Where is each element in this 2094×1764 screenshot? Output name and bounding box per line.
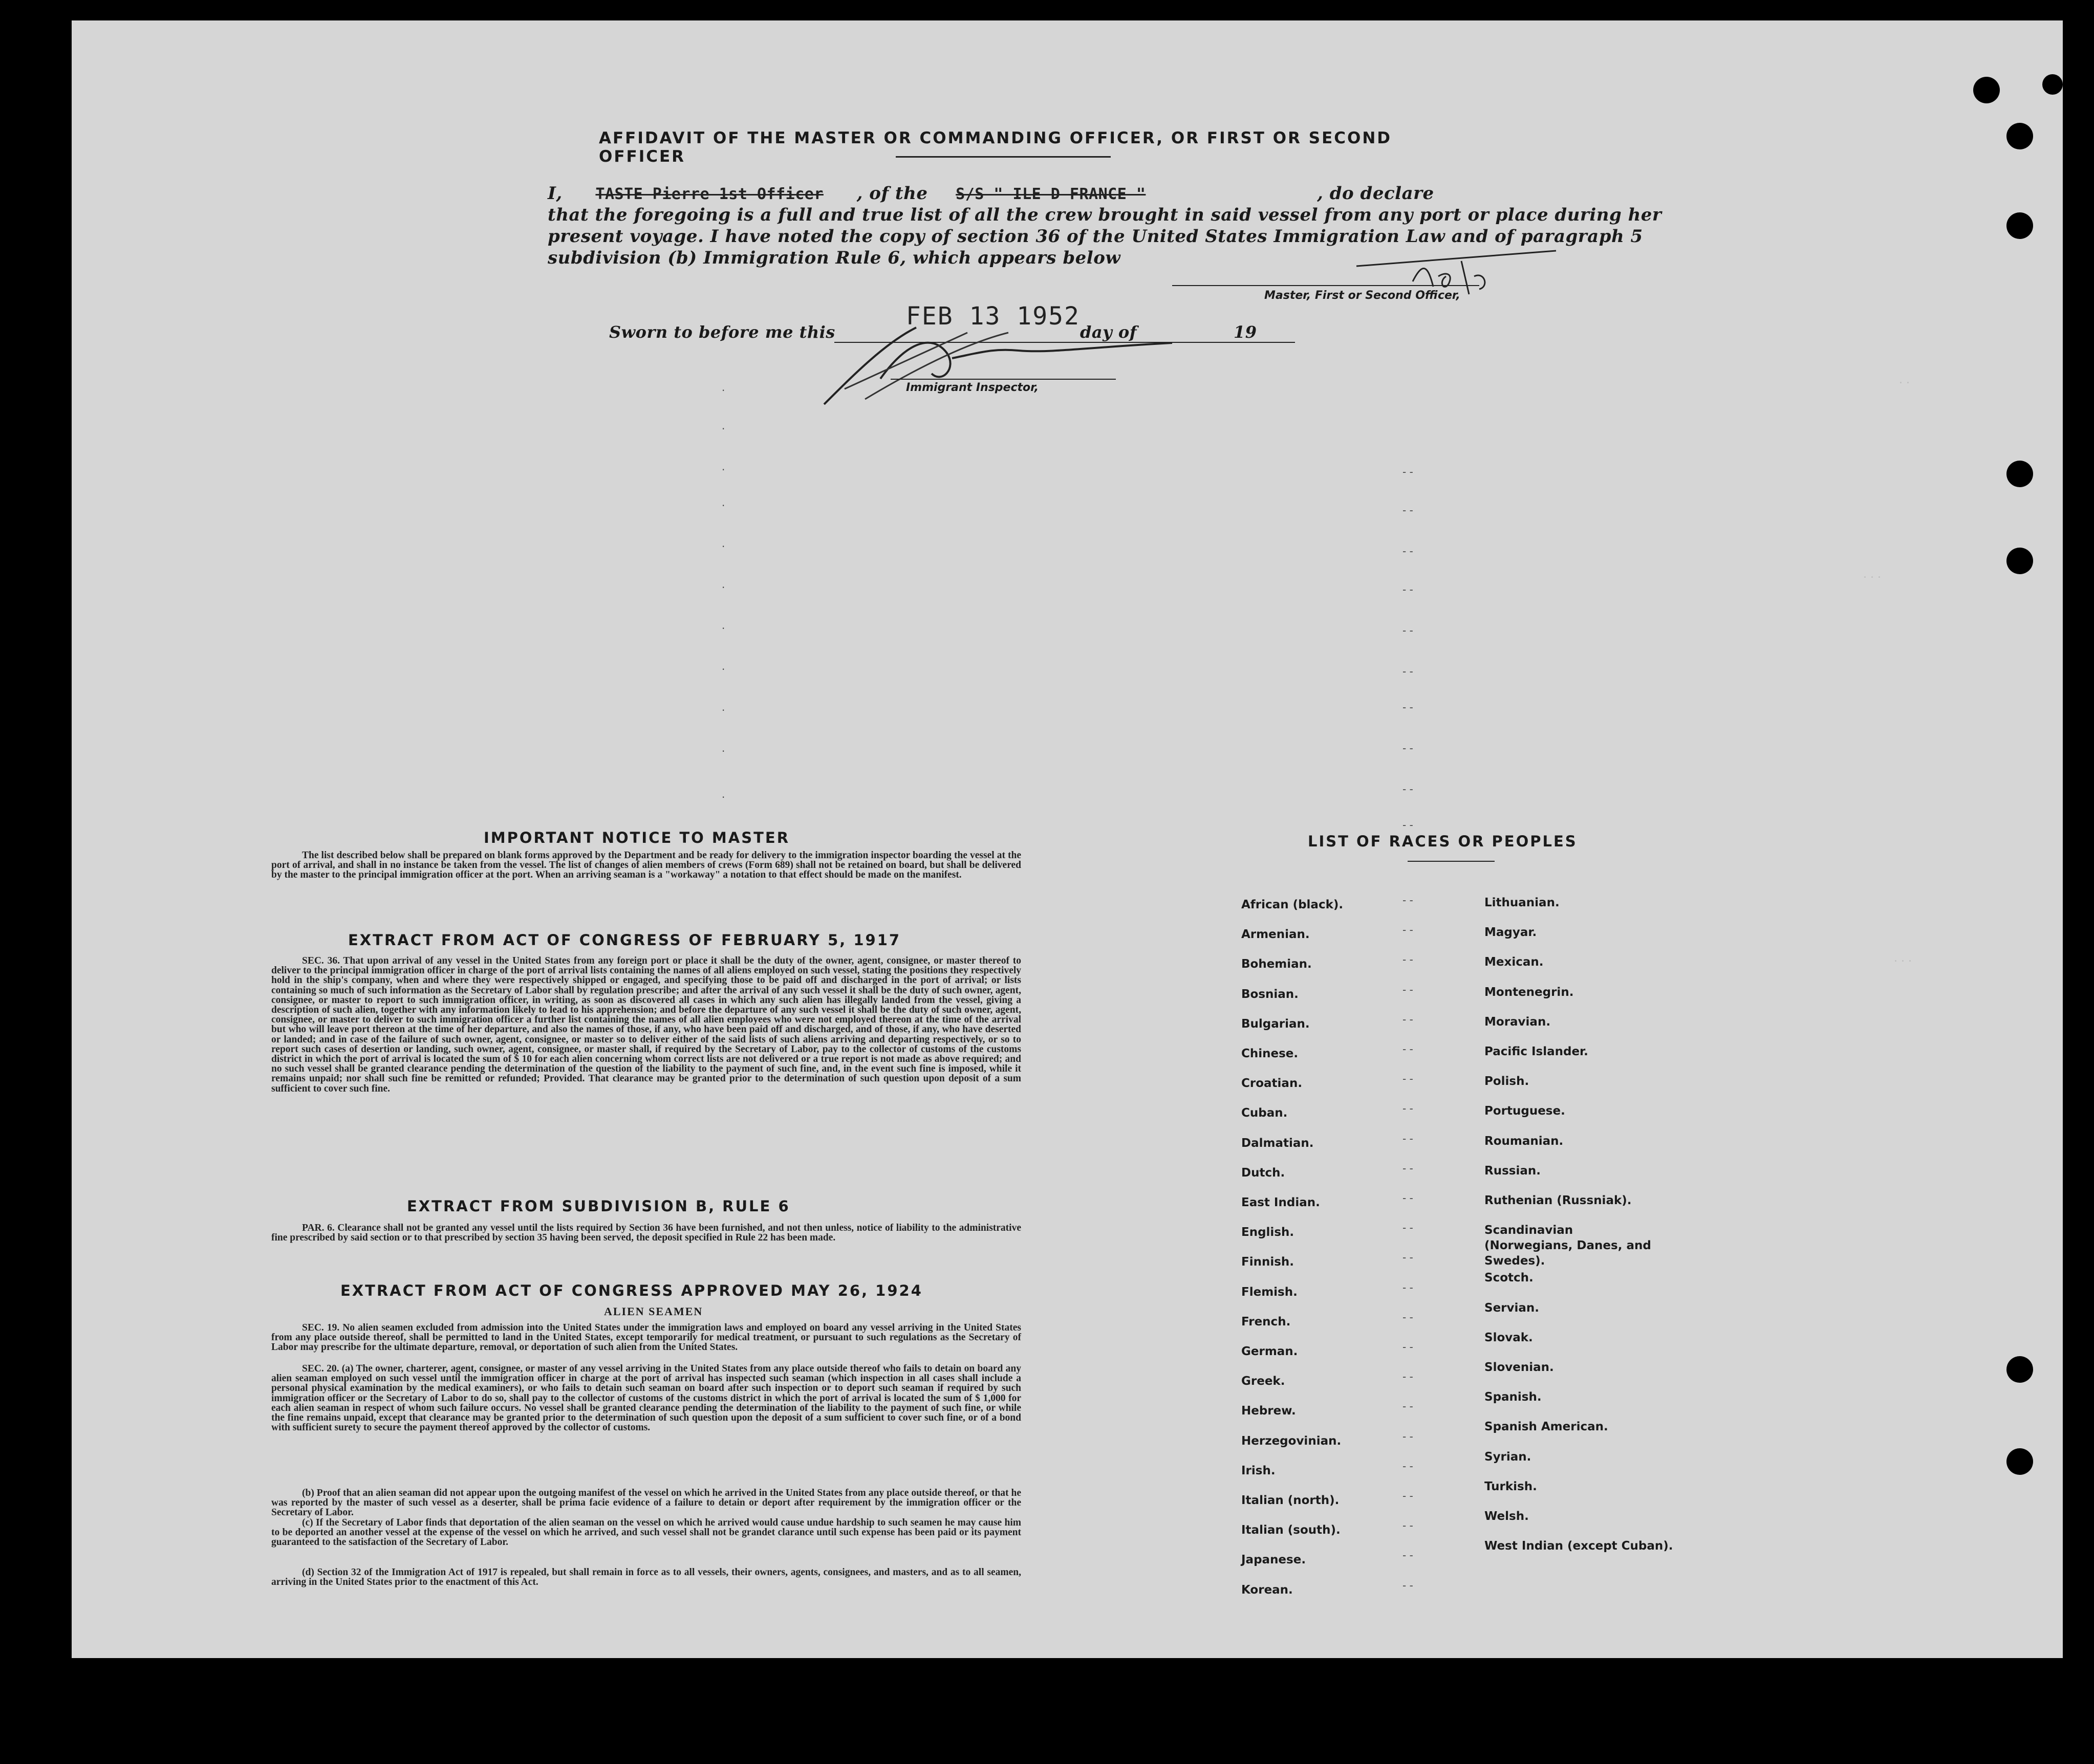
ditto-mark: - - <box>1402 1549 1413 1562</box>
race-item: Scotch. <box>1484 1271 1534 1285</box>
race-item: Dutch. <box>1241 1166 1285 1180</box>
race-item: Irish. <box>1241 1464 1276 1477</box>
ditto-mark: . <box>722 420 725 432</box>
ditto-mark: - - <box>1402 1192 1413 1204</box>
ditto-mark: - - <box>1402 1311 1413 1323</box>
race-item: Dalmatian. <box>1241 1136 1314 1150</box>
race-item: Italian (north). <box>1241 1494 1340 1507</box>
affidavit-line-4: subdivision (b) Immigration Rule 6, which appears below <box>548 248 1121 268</box>
race-item: Servian. <box>1484 1301 1540 1315</box>
race-item: German. <box>1241 1345 1298 1358</box>
race-item: Moravian. <box>1484 1015 1551 1029</box>
punch-hole <box>2006 461 2033 487</box>
affidavit-line-3: present voyage. I have noted the copy of section 36 of the United States Immigration Law and of paragraph 5 <box>548 226 1643 247</box>
ditto-mark: - - <box>1402 894 1413 906</box>
ditto-mark: - - <box>1402 1281 1413 1294</box>
ditto-mark: - - <box>1402 545 1413 557</box>
race-item: Spanish. <box>1484 1390 1542 1404</box>
ditto-mark: - - <box>1402 1162 1413 1174</box>
ditto-mark: . <box>722 381 725 394</box>
ditto-mark: . <box>722 660 725 672</box>
race-item: Cuban. <box>1241 1106 1288 1120</box>
vessel-name-field: S/S " ILE D FRANCE " <box>956 185 1146 203</box>
race-item: Portuguese. <box>1484 1104 1565 1118</box>
race-item: Pacific Islander. <box>1484 1045 1588 1058</box>
ditto-mark: - - <box>1402 1579 1413 1592</box>
ditto-mark: - - <box>1402 1073 1413 1085</box>
ditto-mark: . <box>722 742 725 754</box>
race-item: Polish. <box>1484 1075 1529 1088</box>
race-item: Herzegovinian. <box>1241 1434 1342 1448</box>
extract-1924-sec19: SEC. 19. No alien seamen excluded from admission into the United States under the immigration laws and employed on board any vessel arriving in the United States from any place outside thereof, shall be permitted to land in the United States, except temporarily for medical treatment, or pursuant to such regulations as the Secretary of Labor may prescribe for the ultimate departure, removal, or deportation of such alien from the United States. <box>271 1322 1021 1353</box>
extract-1924-sec20a: SEC. 20. (a) The owner, charterer, agent, consignee, or master of any vessel arriving in the United States from any place outside thereof who fails to detain on board any alien seaman employed on such vessel until the immigration officer in charge at the port of arrival has inspected such seaman (which inspection in all cases shall include a personal physical examination by the medical examiners), or who fails to detain such seaman on board after such inspection or to deport such seaman if required by such immigration officer or the Secretary of Labor to do so, shall pay to the collector of customs of the customs district in which the port of arrival is located the sum of $ 1,000 for each alien seaman in respect of whom such failure occurs. No vessel shall be granted clearance pending the determination of the liability to the payment of such fine, or while the fine remains unpaid, except that clearance may be granted prior to the determination of such question upon the deposit of a sum sufficient to cover such fine, or of a bond with sufficient surety to secure the payment thereof approved by the collector of customs. <box>271 1363 1021 1433</box>
race-item: Roumanian. <box>1484 1134 1564 1148</box>
race-item: West Indian (except Cuban). <box>1484 1539 1673 1553</box>
date-stamp: FEB 13 1952 <box>906 302 1080 331</box>
officer-signature-line <box>1172 285 1479 286</box>
punch-hole <box>2006 123 2033 149</box>
ditto-mark: - - <box>1402 1490 1413 1502</box>
extract-1917-title: EXTRACT FROM ACT OF CONGRESS OF FEBRUARY 5, 1917 <box>348 931 901 949</box>
ditto-mark: . <box>722 496 725 509</box>
ditto-mark: . <box>722 578 725 591</box>
race-item: English. <box>1241 1226 1294 1239</box>
ditto-mark: - - <box>1402 466 1413 478</box>
race-item: Armenian. <box>1241 928 1310 942</box>
ditto-mark: - - <box>1402 1430 1413 1443</box>
race-item: African (black). <box>1241 898 1344 911</box>
race-item: Turkish. <box>1484 1479 1537 1493</box>
affidavit-line-1: I, TASTE Pierre 1st Officer , of the S/S " ILE D FRANCE " , do declare <box>548 183 1434 204</box>
ditto-mark: . <box>722 619 725 631</box>
race-item: Magyar. <box>1484 926 1537 940</box>
ditto-mark: - - <box>1402 953 1413 966</box>
race-item: Hebrew. <box>1241 1404 1296 1418</box>
bleed-through-mark: . . <box>1899 374 1910 386</box>
ditto-mark: - - <box>1402 583 1413 596</box>
ditto-mark: - - <box>1402 1132 1413 1145</box>
race-item: Mexican. <box>1484 955 1544 969</box>
ditto-mark: - - <box>1402 1043 1413 1055</box>
race-item: Finnish. <box>1241 1255 1294 1269</box>
race-item: Bohemian. <box>1241 957 1312 971</box>
ditto-mark: - - <box>1402 783 1413 795</box>
race-item: Bulgarian. <box>1241 1017 1310 1031</box>
ditto-mark: . <box>722 461 725 473</box>
race-item: Bosnian. <box>1241 987 1299 1001</box>
extract-1924-sec20d: (d) Section 32 of the Immigration Act of 1917 is repealed, but shall remain in force as to all vessels, their owners, agents, consignees, and masters, and as to all seamen, arriving in the United States prior to the enactment of this Act. <box>271 1567 1021 1588</box>
ditto-mark: - - <box>1402 819 1413 831</box>
race-item: Ruthenian (Russniak). <box>1484 1194 1632 1207</box>
officer-label: Master, First or Second Officer, <box>1264 289 1460 302</box>
races-title: LIST OF RACES OR PEOPLES <box>1308 833 1578 850</box>
ditto-mark: - - <box>1402 1102 1413 1115</box>
ditto-mark: - - <box>1402 1013 1413 1026</box>
race-item: Italian (south). <box>1241 1523 1341 1537</box>
ditto-mark: - - <box>1402 924 1413 937</box>
ditto-mark: - - <box>1402 983 1413 996</box>
ditto-mark: - - <box>1402 665 1413 678</box>
extract-1924-subtitle: ALIEN SEAMEN <box>604 1305 703 1318</box>
punch-hole <box>2006 212 2033 239</box>
punch-hole <box>2006 1448 2033 1475</box>
bleed-through-mark: . . . <box>1894 952 1912 965</box>
punch-hole <box>2006 1356 2033 1383</box>
title-underline <box>896 156 1111 158</box>
notice-text: The list described below shall be prepared on blank forms approved by the Department and be ready for delivery to the immigration inspector boarding the vessel at the port of arrival, and shall in no instance be taken from the vessel. The list of changes of alien members of crews (Form 689) shall not be retained on board, but shall be delivered by the master to the principal immigration officer at the port. When an arriving seaman is a "workaway" a notation to that effect should be made on the manifest. <box>271 850 1021 881</box>
inspector-label: Immigrant Inspector, <box>906 381 1039 394</box>
document-page <box>72 20 2063 1658</box>
race-item: Chinese. <box>1241 1047 1299 1060</box>
affidavit-line-2: that the foregoing is a full and true list of all the crew brought in said vessel from any port or place during her <box>548 205 1662 225</box>
extract-rule6-text: PAR. 6. Clearance shall not be granted any vessel until the lists required by Section 36 have been furnished, and not then unless, notice of liability to the administrative fine prescribed by said section or to that prescribed by section 35 having been served, the deposit specified in Rule 22 has been made. <box>271 1223 1021 1244</box>
extract-1924-title: EXTRACT FROM ACT OF CONGRESS APPROVED MAY 26, 1924 <box>340 1282 923 1299</box>
race-item: Korean. <box>1241 1583 1293 1597</box>
ditto-mark: - - <box>1402 701 1413 713</box>
race-item: Spanish American. <box>1484 1420 1608 1434</box>
race-item: Montenegrin. <box>1484 985 1574 999</box>
race-item: East Indian. <box>1241 1196 1320 1209</box>
race-item: Lithuanian. <box>1484 896 1560 909</box>
race-item: Croatian. <box>1241 1077 1303 1091</box>
race-item: Flemish. <box>1241 1285 1298 1299</box>
punch-hole <box>2006 548 2033 574</box>
ditto-mark: - - <box>1402 742 1413 754</box>
extract-rule6-title: EXTRACT FROM SUBDIVISION B, RULE 6 <box>407 1197 790 1215</box>
ditto-mark: - - <box>1402 1222 1413 1234</box>
officer-name-field: TASTE Pierre 1st Officer <box>595 185 824 203</box>
affidavit-title: AFFIDAVIT OF THE MASTER OR COMMANDING OFFICER, OR FIRST OR SECOND OFFICER <box>599 129 1392 166</box>
year-prefix: 19 <box>1234 322 1257 342</box>
ditto-mark: - - <box>1402 1519 1413 1532</box>
race-item: Russian. <box>1484 1164 1541 1178</box>
sworn-line: Sworn to before me this <box>609 322 835 342</box>
ditto-mark: - - <box>1402 1400 1413 1413</box>
punch-hole <box>1973 77 2000 103</box>
ditto-mark: - - <box>1402 1370 1413 1383</box>
race-item: Japanese. <box>1241 1553 1306 1567</box>
punch-hole <box>2042 74 2063 95</box>
race-item: French. <box>1241 1315 1291 1329</box>
ditto-mark: - - <box>1402 1460 1413 1472</box>
race-item: Greek. <box>1241 1375 1285 1388</box>
race-item: Scandinavian (Norwegians, Danes, and Swedes). <box>1484 1224 1651 1268</box>
ditto-mark: . <box>722 537 725 550</box>
extract-1924-sec20b: (b) Proof that an alien seaman did not appear upon the outgoing manifest of the vessel on which he arrived in the United States from any place outside thereof, or that he was reported by the master of such vessel as a deserter, shall be prima facie evidence of a failure to detain or deport after requirement by the immigration officer or the Secretary of Labor. <box>271 1488 1021 1518</box>
bleed-through-mark: . . . <box>1863 568 1881 581</box>
ditto-mark: - - <box>1402 1251 1413 1264</box>
race-item: Slovenian. <box>1484 1360 1554 1374</box>
inspector-signature-line <box>891 379 1116 380</box>
races-title-underline <box>1408 861 1495 862</box>
notice-title: IMPORTANT NOTICE TO MASTER <box>484 829 790 846</box>
ditto-mark: . <box>722 788 725 800</box>
race-item: Welsh. <box>1484 1509 1529 1523</box>
ditto-mark: . <box>722 701 725 713</box>
ditto-mark: - - <box>1402 624 1413 637</box>
race-item: Slovak. <box>1484 1331 1533 1344</box>
day-of-label: day of <box>1080 322 1137 342</box>
extract-1924-sec20c: (c) If the Secretary of Labor finds that deportation of the alien seaman on the vessel on which he arrived would cause undue hardship to such seamen he may cause him to be deported an another vessel at the expense of the vessel on which he arrived, and such vessel shall not be grandet clarance until such expense has been paid or its payment guaranteed to the satisfaction of the Secretary of Labor. <box>271 1517 1021 1548</box>
ditto-mark: - - <box>1402 1341 1413 1353</box>
race-item: Syrian. <box>1484 1450 1531 1464</box>
ditto-mark: - - <box>1402 504 1413 516</box>
inspector-signature <box>814 312 1213 415</box>
extract-1917-text: SEC. 36. That upon arrival of any vessel in the United States from any foreign port or place it shall be the duty of the owner, agent, consignee, or master thereof to deliver to the principal immigration officer in charge of the port of arrival lists containing the names of all aliens employed on such vessel, stating the positions they respectively hold in the ship's company, when and where they were respectively shipped or engaged, and specifying those to be paid off and discharged in the port of arrival; or lists containing so much of such information as the Secretary of Labor shall by regulation prescribe; and after the arrival of any such vessel it shall be the duty of such owner, agent, consignee, or master to report to such immigration officer, in writing, as soon as discovered all cases in which any such alien has illegally landed from the vessel, giving a description of such alien, together with any information likely to lead to his apprehension; and before the departure of any such vessel it shall be the duty of such owner, agent, consignee, or master to deliver to such immigration officer a further list containing the names of all alien employees who were not employed thereon at the time of the arrival but who will leave port thereon at the time of her departure, and also the names of those, if any, who have been paid off and discharged, and of those, if any, who have deserted or landed; and in case of the failure of such owner, agent, consignee, or master so to deliver either of the said lists of such aliens arriving and departing respectively, or so to report such cases of desertion or landing, such owner, agent, consignee, or master shall, if required by the Secretary of Labor, pay to the collector of customs of the customs district in which the port of arrival is located the sum of $ 10 for each alien concerning whom correct lists are not delivered or a true report is not made as above required; and no such vessel shall be granted clearance pending the determination of the question of the liability to the payment of such fine, and, in the event such fine is imposed, while it remains unpaid; nor shall such fine be remitted or refunded; Provided. That clearance may be granted prior to the determination of such question upon deposit of a sum sufficient to cover such fine. <box>271 955 1021 1094</box>
